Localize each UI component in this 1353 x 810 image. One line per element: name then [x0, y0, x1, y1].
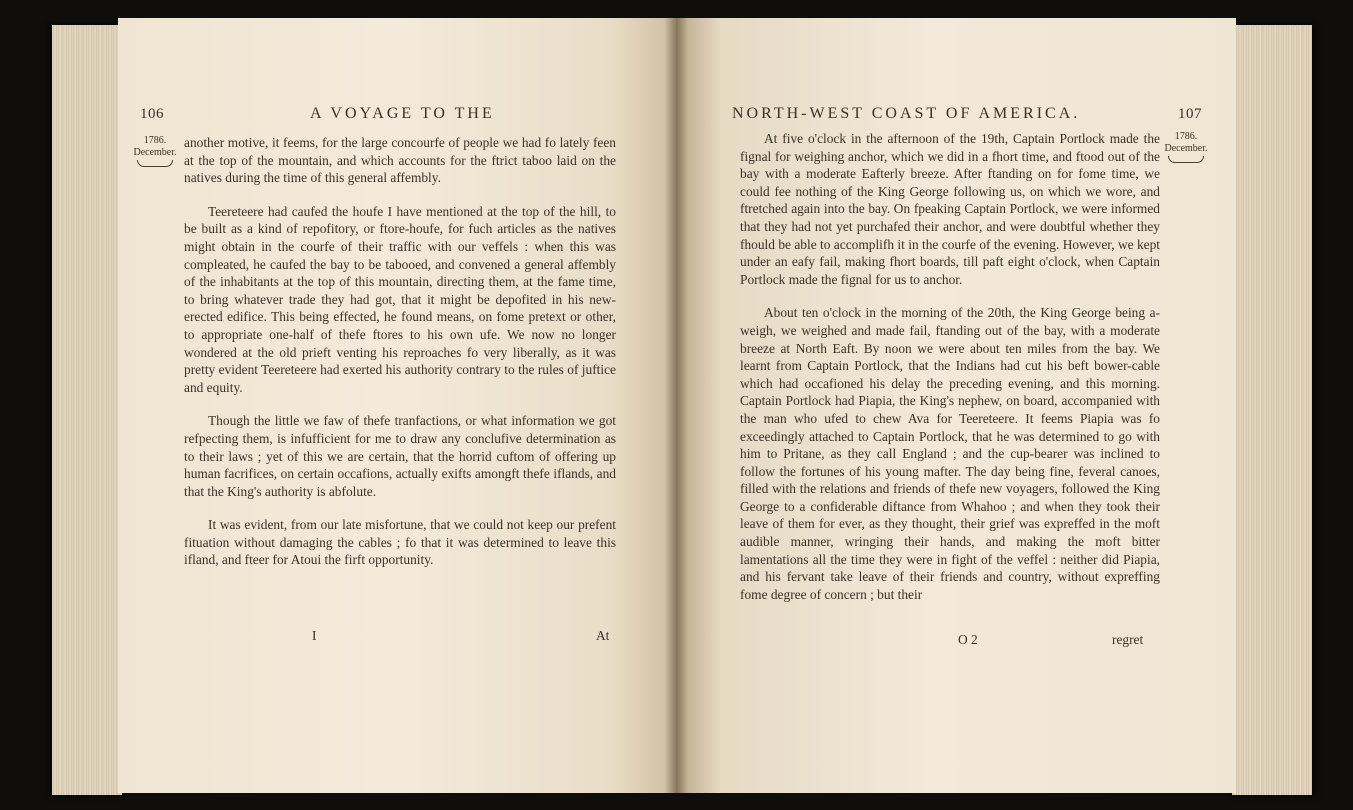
margin-month: December. [133, 147, 177, 158]
paragraph: another motive, it feems, for the large concourfe of people we had fo lately feen at the top of the mountain, and which accounts for the ftrict taboo laid on the natives during the time of this general affembly. [184, 135, 616, 186]
signature-mark: O 2 [958, 632, 978, 647]
margin-year: 1786. [1174, 131, 1198, 142]
catchword: At [596, 628, 610, 643]
left-page [118, 18, 678, 793]
body-text [184, 134, 616, 585]
paragraph: It was evident, from our late misfortune, that we could not keep our prefent fituation without damaging the cables ; fo that it was determined to leave this ifland, and fteer for Atoui the firft opportunity. [184, 517, 616, 568]
brace-mark [137, 160, 173, 167]
paragraph: About ten o'clock in the morning of the 20th, the King George being a-weigh, we weighed and made fail, ftanding out of the bay, with a moderate breeze at North Eaft. By noon we were about ten miles from the bay. We learnt from Captain Portlock, that the Indians had cut his beft bower-cable which had occafioned his delay the preceding evening, and this morning. Captain Portlock had Piapia, the King's nephew, on board, accompanied with the man who ufed to chew Ava for Teereteere. It feems Piapia was fo exceedingly attached to Captain Portlock, that he was determined to go with him to Pritane, as they call England ; and the cup-bearer was inclined to follow the fortunes of his young mafter. The day being fine, feveral canoes, filled with the relations and friends of thefe new voyagers, followed the King George to a confiderable diftance from Whahoo ; and when they took their leave of them for ever, as they thought, their grief was expreffed in the moft audible manner, wringing their hands, and making the moft bitter lamentations all the time they were in fight of the veffel : neither did Piapia, and his fervant take leave of their friends and country, without expreffing fome degree of concern ; but their [740, 305, 1160, 602]
running-head: NORTH-WEST COAST OF AMERICA. [732, 105, 1081, 122]
book-gutter [664, 18, 688, 793]
margin-month: December. [1164, 143, 1208, 154]
page-number: 107 [1178, 106, 1202, 122]
paragraph: Though the little we faw of thefe tranfactions, or what information we got refpecting them, is infufficient for me to draw any conclufive determination as to their laws ; yet of this we are certain, that the horrid cuftom of offering up human facrifices, on certain occafions, actually exifts amongft thefe iflands, and that the King's authority is abfolute. [184, 413, 616, 499]
running-head: A VOYAGE TO THE [310, 105, 495, 122]
signature-mark: I [312, 628, 317, 643]
margin-year: 1786. [143, 135, 167, 146]
paragraph: Teereteere had caufed the houfe I have mentioned at the top of the hill, to be built as a kind of repofitory, or ftore-houfe, for fuch articles as the natives might obtain in the courfe of their traffic with our veffels : when this was compleated, he caufed the bay to be tabooed, and convened a general affembly of the inhabitants at the top of this mountain, directing them, at the fame time, to bring whatever trade they had got, that it might be depofited in his new-erected edifice. This being effected, he found means, on fome pretext or other, to appropriate one-half of thefe ftores to his own ufe. We now no longer wondered at the old prieft venting his reproaches fo very liberally, as it was pretty evident Teereteere had exerted his authority contrary to the rules of juftice and equity. [184, 203, 616, 395]
right-page [676, 18, 1236, 793]
brace-mark [1168, 156, 1204, 163]
left-page-edges [52, 25, 122, 795]
paragraph: At five o'clock in the afternoon of the 19th, Captain Portlock made the fignal for weighing anchor, which we did in a fhort time, and ftood out of the bay with a moderate Eafterly breeze. After ftanding on for fome time, we could fee nothing of the King George following us, on which we wore, and ftretched again into the bay. On fpeaking Captain Portlock, we were informed that they had not yet purchafed their anchor, and were doubtful whether they fhould be able to accomplifh it in the courfe of the evening. However, we kept under an eafy fail, making fhort boards, till paft eight o'clock, when Captain Portlock made the fignal for us to anchor. [740, 131, 1160, 287]
body-text [740, 130, 1160, 619]
margin-date-note [1163, 131, 1209, 163]
margin-date-note [132, 135, 178, 167]
right-page-edges [1232, 25, 1312, 795]
page-number: 106 [140, 106, 164, 122]
catchword: regret [1112, 632, 1144, 647]
